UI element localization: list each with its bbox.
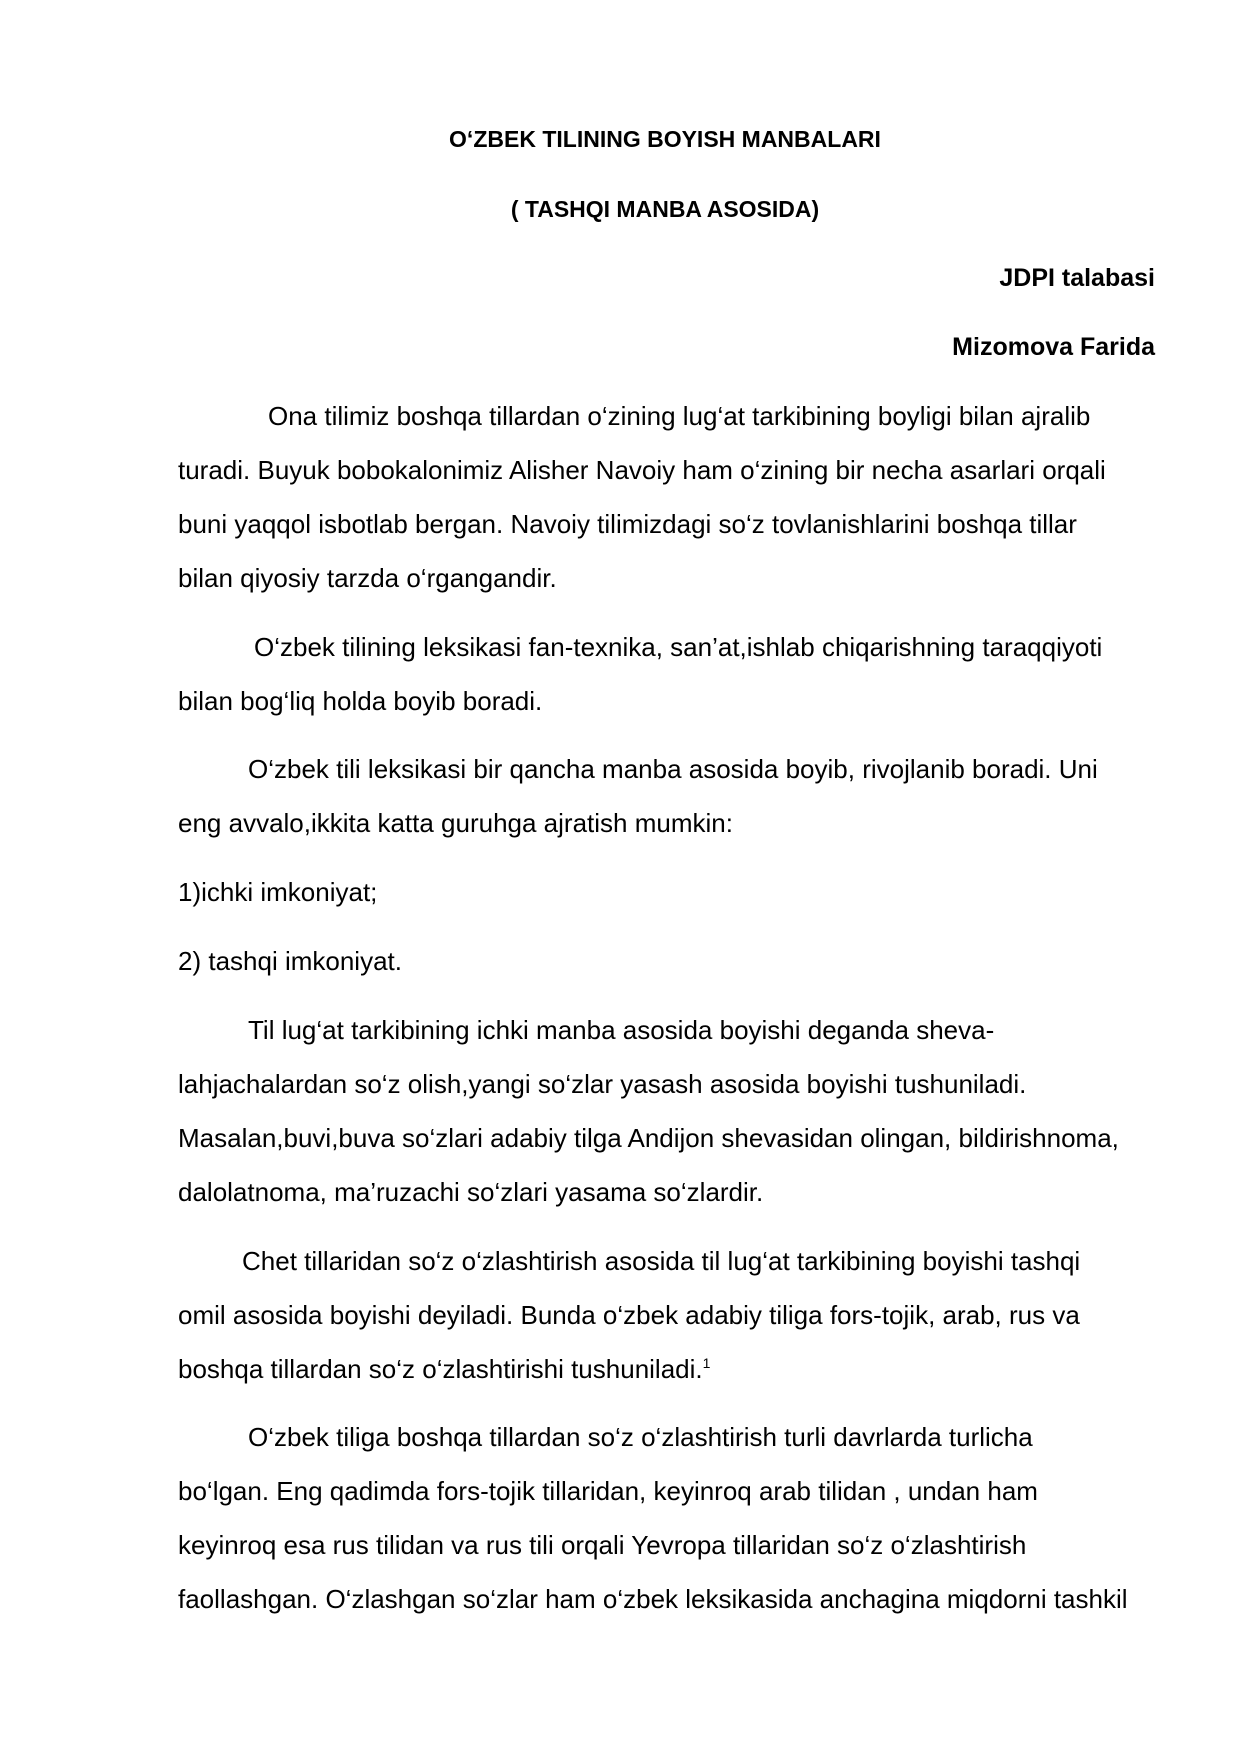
paragraph-4-line-1: Til lug‘at tarkibining ichki manba asosida boyishi deganda sheva- (248, 1015, 995, 1045)
list-item-2: 2) tashqi imkoniyat. (178, 946, 402, 976)
paragraph-5-line-3-text: boshqa tillardan so‘z o‘zlashtirishi tushuniladi. (178, 1354, 703, 1384)
paragraph-1-line-1: Ona tilimiz boshqa tillardan o‘zining lug‘at tarkibining boyligi bilan ajralib (268, 401, 1091, 431)
paragraph-4-line-2: lahjachalardan so‘z olish,yangi so‘zlar yasash asosida boyishi tushuniladi. (178, 1069, 1027, 1099)
paragraph-5-line-3 (178, 1353, 710, 1385)
footnote-reference[interactable]: 1 (702, 1355, 711, 1371)
paragraph-1-line-3: buni yaqqol isbotlab bergan. Navoiy tilimizdagi so‘z tovlanishlarini boshqa tillar (178, 509, 1077, 539)
list-item-1: 1)ichki imkoniyat; (178, 877, 378, 907)
paragraph-3-line-1: O‘zbek tili leksikasi bir qancha manba asosida boyib, rivojlanib boradi. Uni (248, 754, 1098, 784)
paragraph-5-line-2: omil asosida boyishi deyiladi. Bunda o‘zbek adabiy tiliga fors-tojik, arab, rus va (178, 1300, 1080, 1330)
author-name: Mizomova Farida (952, 333, 1155, 361)
author-affiliation: JDPI talabasi (999, 264, 1155, 292)
paragraph-6-line-4: faollashgan. O‘zlashgan so‘zlar ham o‘zbek leksikasida anchagina miqdorni tashkil (178, 1584, 1128, 1614)
paragraph-3-line-2: eng avvalo,ikkita katta guruhga ajratish mumkin: (178, 808, 733, 838)
paragraph-6-line-1: O‘zbek tiliga boshqa tillardan so‘z o‘zlashtirish turli davrlarda turlicha (248, 1422, 1033, 1452)
paragraph-6-line-2: bo‘lgan. Eng qadimda fors-tojik tillaridan, keyinroq arab tilidan , undan ham (178, 1476, 1038, 1506)
paragraph-6-line-3: keyinroq esa rus tilidan va rus tili orqali Yevropa tillaridan so‘z o‘zlashtirish (178, 1530, 1027, 1560)
paragraph-2-line-1: O‘zbek tilining leksikasi fan-texnika, san’at,ishlab chiqarishning taraqqiyoti (254, 632, 1103, 662)
paragraph-4-line-4: dalolatnoma, ma’ruzachi so‘zlari yasama so‘zlardir. (178, 1177, 764, 1207)
document-title: O‘ZBEK TILINING BOYISH MANBALARI (449, 126, 881, 152)
paragraph-2-line-2: bilan bog‘liq holda boyib boradi. (178, 686, 543, 716)
document-subtitle: ( TASHQI MANBA ASOSIDA) (510, 196, 820, 222)
paragraph-1-line-4: bilan qiyosiy tarzda o‘rgangandir. (178, 563, 557, 593)
paragraph-5-line-1: Chet tillaridan so‘z o‘zlashtirish asosida til lug‘at tarkibining boyishi tashqi (242, 1246, 1081, 1276)
paragraph-1-line-2: turadi. Buyuk bobokalonimiz Alisher Navoiy ham o‘zining bir necha asarlari orqali (178, 455, 1106, 485)
paragraph-4-line-3: Masalan,buvi,buva so‘zlari adabiy tilga Andijon shevasidan olingan, bildirishnoma, (178, 1123, 1119, 1153)
